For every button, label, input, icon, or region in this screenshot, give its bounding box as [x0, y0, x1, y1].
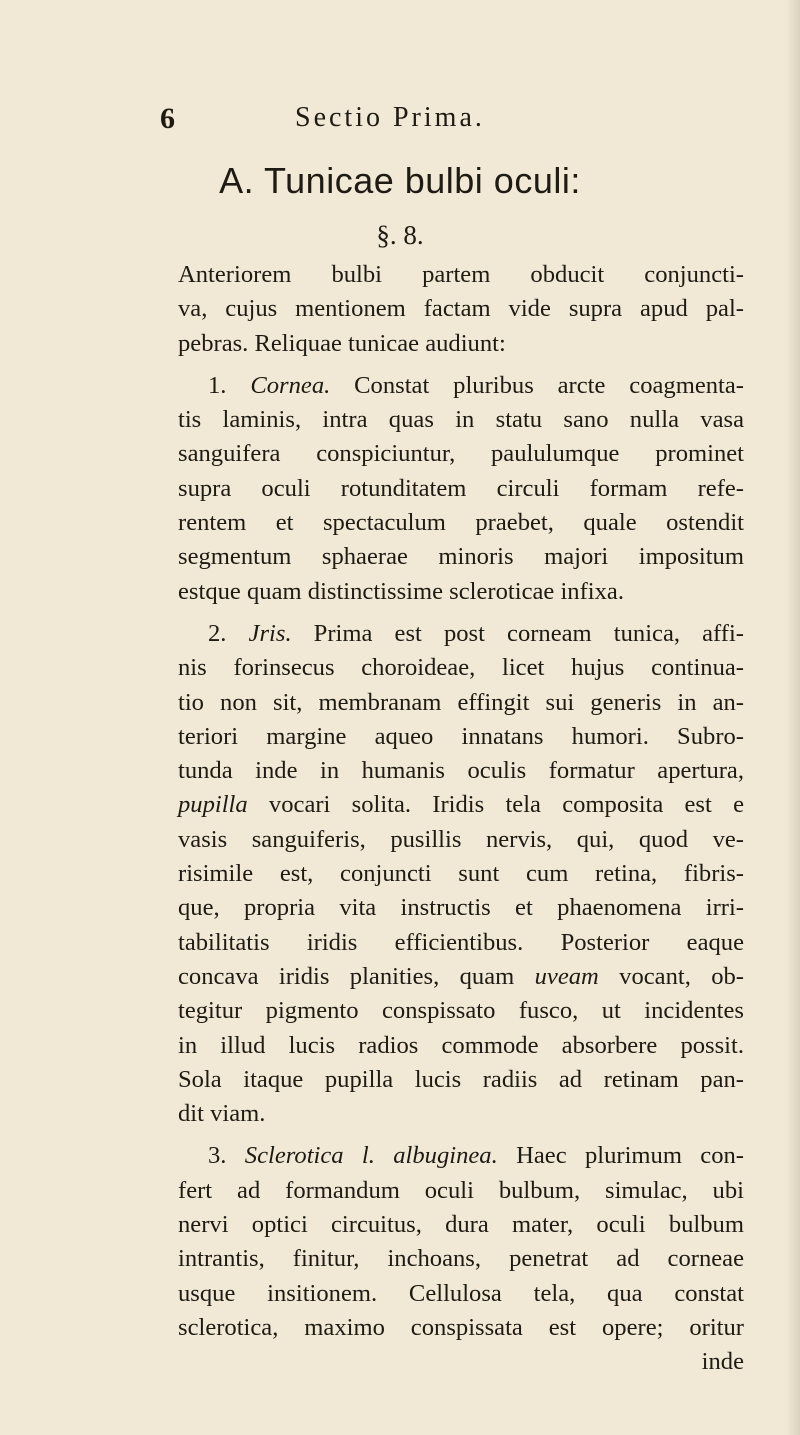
text-line: intrantis, finitur, inchoans, penetrat ad corneae	[178, 1245, 744, 1273]
running-title: Sectio Prima.	[295, 102, 485, 133]
text-line: va, cujus mentionem factam vide supra apud pal-	[178, 295, 744, 323]
text-line: segmentum sphaerae minoris majori impositum	[178, 543, 744, 571]
text-line: pupilla vocari solita. Iridis tela composita est e	[178, 791, 744, 819]
text-line: sanguifera conspiciuntur, paululumque prominet	[178, 440, 744, 468]
text-line: tis laminis, intra quas in statu sano nulla vasa	[178, 406, 744, 434]
text-line: usque insitionem. Cellulosa tela, qua constat	[178, 1279, 744, 1307]
text-line: que, propria vita instructis et phaenomena irri-	[178, 894, 744, 922]
text-line: tegitur pigmento conspissato fusco, ut incidentes	[178, 997, 744, 1025]
page-edge-shadow	[786, 0, 800, 1435]
text-line: dit viam.	[178, 1100, 266, 1128]
text-line: rentem et spectaculum praebet, quale ostendit	[178, 509, 744, 537]
text-line: tabilitatis iridis efficientibus. Posterior eaque	[178, 928, 744, 956]
item-term: Jris.	[248, 619, 292, 647]
section-heading: A. Tunicae bulbi oculi:	[219, 160, 581, 201]
item-term: Sclerotica l. albuginea.	[244, 1142, 498, 1170]
term-uvea: uveam	[534, 962, 599, 990]
text-line: fert ad formandum oculi bulbum, simulac, ubi	[178, 1176, 744, 1204]
running-head	[0, 102, 800, 142]
item-iris-first-line: 2. Jris. Prima est post corneam tunica, affi-	[208, 619, 744, 647]
text-line: supra oculi rotunditatem circuli formam refe-	[178, 474, 744, 502]
body-text	[178, 258, 744, 1380]
term-pupilla: pupilla	[178, 791, 248, 819]
text-line: nis forinsecus choroideae, licet hujus continua-	[178, 654, 744, 682]
text-line: tio non sit, membranam effingit sui generis in an-	[178, 688, 744, 716]
item-cornea-first-line: 1. Cornea. Constat pluribus arcte coagmenta-	[208, 371, 744, 399]
text-line: in illud lucis radios commode absorbere possit.	[178, 1031, 744, 1059]
page-number: 6	[160, 102, 175, 135]
text-line: Anteriorem bulbi partem obducit conjuncti-	[178, 261, 744, 288]
item-term: Cornea.	[250, 371, 331, 399]
text-line: teriori margine aqueo innatans humori. Subro-	[178, 722, 744, 750]
text-line: Sola itaque pupilla lucis radiis ad retinam pan-	[178, 1065, 744, 1093]
text-line: pebras. Reliquae tunicae audiunt:	[178, 329, 506, 357]
item-number: 3.	[208, 1142, 227, 1170]
item-number: 2.	[208, 619, 227, 647]
text-line: tunda inde in humanis oculis formatur apertura,	[178, 757, 744, 785]
text-line: risimile est, conjuncti sunt cum retina, fibris-	[178, 860, 744, 888]
item-number: 1.	[208, 371, 227, 399]
paragraph-number: §. 8.	[376, 220, 424, 250]
text-line: vasis sanguiferis, pusillis nervis, qui, quod ve-	[178, 825, 744, 853]
text-line: estque quam distinctissime scleroticae infixa.	[178, 577, 624, 605]
item-sclerotica-first-line: 3. Sclerotica l. albuginea. Haec plurimum con-	[208, 1142, 744, 1170]
text-line: concava iridis planities, quam uveam vocant, ob-	[178, 962, 744, 990]
text-line: nervi optici circuitus, dura mater, oculi bulbum	[178, 1211, 744, 1239]
catchword: inde	[701, 1348, 744, 1376]
text-line: sclerotica, maximo conspissata est opere; oritur	[178, 1313, 744, 1341]
